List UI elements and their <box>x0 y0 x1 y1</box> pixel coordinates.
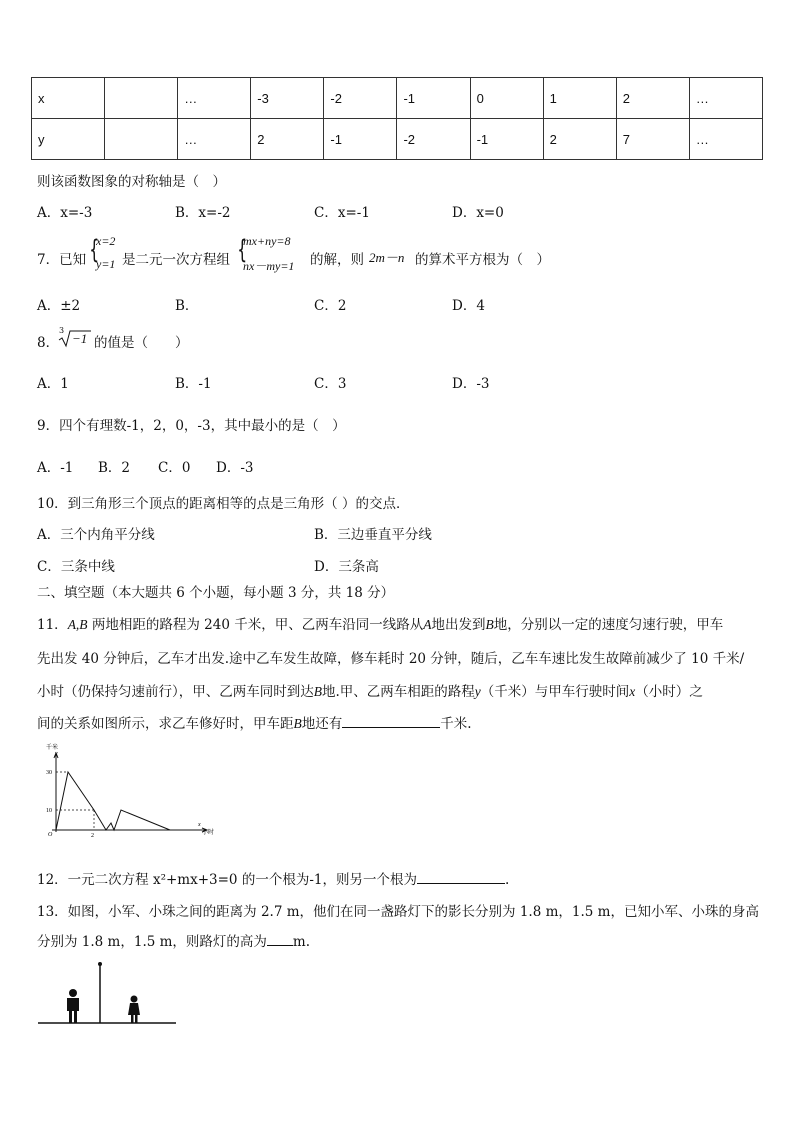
q9-stem: 9．四个有理数-1，2，0，-3，其中最小的是（ ） <box>37 418 346 434</box>
section-title: 二、填空题（本大题共 6 个小题，每小题 3 分，共 18 分） <box>37 585 395 601</box>
q13-line2 <box>37 930 310 950</box>
y-tick-label: 10 <box>46 808 52 814</box>
q10-option-b: B．三边垂直平分线 <box>314 527 432 543</box>
q7-mid: 是二元一次方程组 <box>122 252 230 268</box>
distance-time-graph <box>38 740 228 840</box>
q11-var-b: B <box>485 617 494 632</box>
q9-option-c: C．0 <box>158 460 191 476</box>
q11-text: 地，分别以一定的速度匀速行驶，甲车 <box>493 617 724 633</box>
person-icon <box>128 996 140 1024</box>
table-cell: 2 <box>543 119 616 160</box>
q12-text: 12．一元二次方程 x²+mx+3=0 的一个根为-1，则另一个根为 <box>37 872 417 888</box>
q8-option-a: A．1 <box>37 376 69 392</box>
q10-option-d: D．三条高 <box>314 559 379 575</box>
table-cell: -1 <box>324 119 397 160</box>
lamp-light-icon <box>98 962 102 966</box>
q11-text: 千米. <box>440 716 472 732</box>
cube-root-index: 3 <box>59 326 65 335</box>
answer-blank <box>417 871 505 884</box>
table-cell: -1 <box>470 119 543 160</box>
q11-line3 <box>37 680 703 700</box>
q7-system2-eq2: nx－my=1 <box>243 259 295 273</box>
person-icon <box>67 989 79 1023</box>
q11-text: 两地相距的路程为 240 千米，甲、乙两车沿同一线路从 <box>91 617 424 633</box>
q12-text: . <box>504 872 510 888</box>
table-cell <box>105 78 178 119</box>
table-row-x <box>32 78 763 119</box>
table-cell: -1 <box>397 78 470 119</box>
q11-line2: 先出发 40 分钟后，乙车才出发.途中乙车发生故障，修车耗时 20 分钟，随后，乙车车速比发生故障前减少了 10 千米/ <box>37 651 745 667</box>
street-lamp-figure <box>36 955 178 1027</box>
answer-blank <box>342 715 440 728</box>
q10-stem: 10．到三角形三个顶点的距离相等的点是三角形（ ）的交点． <box>37 496 410 512</box>
y-axis-variable: y <box>55 751 58 757</box>
table-cell: 0 <box>470 78 543 119</box>
distance-curve <box>56 772 170 830</box>
xy-value-table <box>31 77 763 160</box>
q11-var-a: A <box>423 617 432 632</box>
table-cell <box>105 119 178 160</box>
q10-option-a: A．三个内角平分线 <box>37 527 155 543</box>
q12-line <box>37 868 509 888</box>
q11-var-ab: A,B <box>67 617 88 632</box>
q7-option-c: C．2 <box>314 298 347 314</box>
table-cell: -2 <box>324 78 397 119</box>
q9-option-a: A．-1 <box>37 460 74 476</box>
q8-option-b: B．-1 <box>175 376 212 392</box>
table-cell: 1 <box>543 78 616 119</box>
x-axis-unit-label: 小时 <box>202 829 215 836</box>
q7-option-a: A．±2 <box>37 298 81 314</box>
q6-option-c: C．x=-1 <box>314 205 370 221</box>
q11-text: 小时（仍保持匀速前行），甲、乙两车同时到达 <box>37 684 314 700</box>
table-cell: 7 <box>616 119 689 160</box>
q8-prefix: 8． <box>37 335 60 351</box>
q11-var-b: B <box>313 684 322 699</box>
table-cell: … <box>689 119 762 160</box>
y-tick-label: 30 <box>46 770 52 776</box>
q8-suffix: 的值是（ ） <box>94 335 189 351</box>
q13-text: 分别为 1.8 m，1.5 m，则路灯的高为 <box>37 934 267 950</box>
q11-line4 <box>37 712 472 732</box>
q11-text: 地.甲、乙两车相距的路程 <box>322 684 475 700</box>
q7-system1-eq2: y=1 <box>96 257 116 271</box>
q7-expression: 2m－n <box>369 250 405 265</box>
q7-system2-eq1: mx+ny=8 <box>243 234 291 248</box>
q13-line1: 13．如图，小军、小珠之间的距离为 2.7 m，他们在同一盏路灯下的影长分别为 1.8 m，1.5 m，已知小军、小珠的身高 <box>37 904 759 920</box>
table-cell: x <box>32 78 105 119</box>
q6-option-a: A．x=-3 <box>37 205 93 221</box>
q11-text: 间的关系如图所示，求乙车修好时，甲车距 <box>37 716 294 732</box>
q9-option-b: B．2 <box>98 460 131 476</box>
q7-option-d: D．4 <box>452 298 485 314</box>
q11-text: 地还有 <box>301 716 343 732</box>
table-cell: 2 <box>616 78 689 119</box>
table-cell: … <box>178 119 251 160</box>
table-cell: -3 <box>251 78 324 119</box>
answer-blank <box>267 933 293 946</box>
table-cell: -2 <box>397 119 470 160</box>
q8-radicand: −1 <box>72 331 88 346</box>
q11-var-b: B <box>293 716 302 731</box>
q11-text: （千米）与甲车行驶时间 <box>480 684 630 700</box>
table-cell: y <box>32 119 105 160</box>
q8-option-c: C．3 <box>314 376 347 392</box>
q11-var-y: y <box>474 684 481 699</box>
q7-system1-eq1: x=2 <box>96 234 116 248</box>
q10-option-c: C．三条中线 <box>37 559 115 575</box>
q6-option-b: B．x=-2 <box>175 205 231 221</box>
q13-text: m. <box>292 934 311 950</box>
brace-symbol: { <box>237 235 248 265</box>
q7-option-b: B． <box>175 298 199 314</box>
brace-symbol: { <box>89 235 100 265</box>
y-axis-unit-label: 千米 <box>46 744 59 751</box>
q7-suffix: 的算术平方根为（ ） <box>415 252 550 268</box>
x-axis-variable: x <box>198 822 201 828</box>
table-cell: … <box>178 78 251 119</box>
table-cell: 2 <box>251 119 324 160</box>
q11-text: （小时）之 <box>635 684 703 700</box>
q11-text: 地出发到 <box>431 617 486 633</box>
origin-label: O <box>48 832 53 838</box>
x-tick-label: 2 <box>91 833 94 839</box>
q7-prefix: 7．已知 <box>37 252 87 268</box>
q6-stem: 则该函数图象的对称轴是（ ） <box>37 174 226 190</box>
q11-var-x: x <box>629 684 636 699</box>
q11-line1 <box>37 613 723 633</box>
table-cell: … <box>689 78 762 119</box>
q7-mid2: 的解，则 <box>310 252 364 268</box>
q8-option-d: D．-3 <box>452 376 490 392</box>
table-row-y <box>32 119 763 160</box>
q9-option-d: D．-3 <box>216 460 254 476</box>
q6-option-d: D．x=0 <box>452 205 504 221</box>
q11-number: 11． <box>37 617 68 633</box>
